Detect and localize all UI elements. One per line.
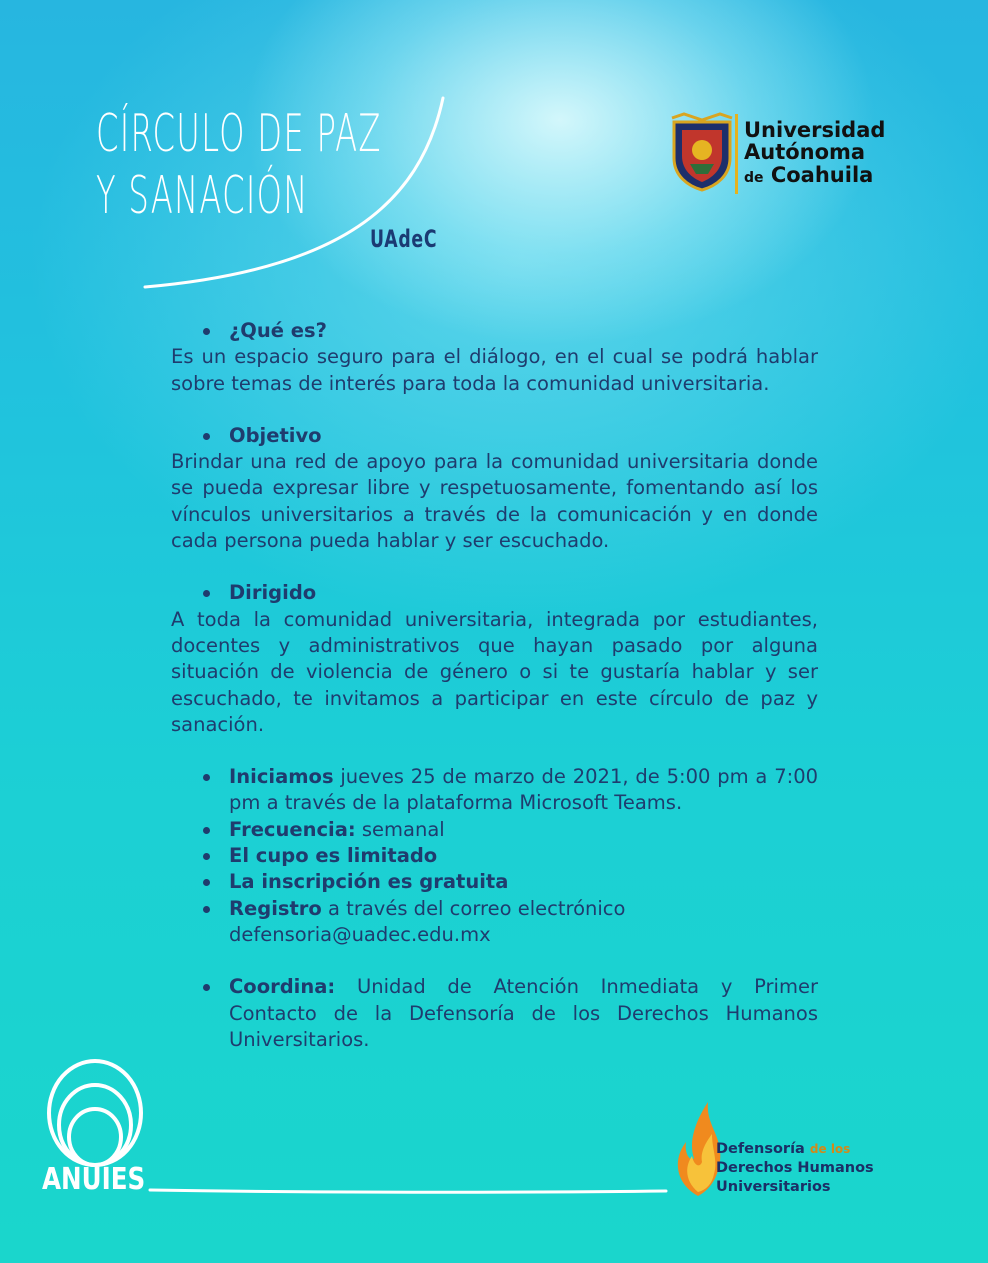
section-text: Brindar una red de apoyo para la comunidad universitaria donde se pueda expresar libre y respetuosamente, fomentando así los vínculos universitarios a través de la comunicación y en donde cada persona pueda hablar y ser escuchado.: [171, 450, 818, 553]
uadec-coahuila: Coahuila: [770, 163, 874, 187]
detail-free-text: La inscripción es gratuita: [229, 870, 509, 894]
uadec-name-line2: Autónoma: [744, 140, 866, 164]
details-list: [171, 764, 818, 948]
section-heading: [171, 423, 818, 449]
section-text: Es un espacio seguro para el diálogo, en el cual se podrá hablar sobre temas de interés para toda la comunidad universitaria.: [171, 345, 818, 395]
heading-dirigido: Dirigido: [229, 581, 317, 605]
detail-register-label: Registro: [229, 896, 322, 920]
section-heading: [171, 318, 818, 344]
detail-register-text: a través del correo electrónico: [328, 896, 626, 920]
detail-frequency-label: Frecuencia:: [229, 817, 356, 841]
section-text: A toda la comunidad universitaria, integrada por estudiantes, docentes y administrativos que hayan pasado por alguna situación de violencia de género o si te gustaría hablar y ser escuchado, te invitamos a participar en este círculo de paz y sanación.: [171, 607, 818, 736]
heading-que-es: ¿Qué es?: [229, 319, 327, 342]
footer-divider-line: [148, 1180, 668, 1200]
ddhu-line-1: [716, 1142, 850, 1157]
title-arc-decoration: [140, 95, 450, 290]
title-line-2: Y SANACIÓN: [96, 166, 309, 226]
detail-start-text: jueves 25 de marzo de 2021, de 5:00 pm a 7:00 pm a través de la plataforma Microsoft Teams.: [229, 765, 819, 815]
detail-start-label: Iniciamos: [229, 765, 334, 789]
title-line-1: CÍRCULO DE PAZ: [96, 104, 382, 164]
ddhu-line-2: Derechos Humanos: [716, 1160, 874, 1176]
detail-coordinator: [171, 974, 818, 1053]
uadec-de: de: [744, 170, 764, 186]
detail-capacity: [171, 843, 818, 869]
detail-frequency: [171, 817, 818, 843]
main-content: [171, 318, 818, 1079]
detail-free: [171, 869, 818, 895]
detail-email[interactable]: defensoria@uadec.edu.mx: [229, 922, 491, 946]
section-dirigido: [171, 580, 818, 738]
detail-register: [171, 896, 818, 949]
ddhu-de-los: de los: [809, 1142, 851, 1156]
heading-objetivo: Objetivo: [229, 423, 322, 447]
ddhu-line-3: Universitarios: [716, 1179, 831, 1195]
detail-frequency-text: semanal: [361, 817, 445, 841]
section-heading: [171, 580, 818, 606]
detail-start: [171, 764, 818, 817]
ddhu-defensoria: Defensoría: [716, 1141, 805, 1157]
detail-coordinator-label: Coordina:: [229, 975, 336, 999]
coordinator-list: [171, 974, 818, 1053]
section-que-es: [171, 318, 818, 397]
uadec-name-line1: Universidad: [744, 118, 886, 142]
detail-coordinator-text: Unidad de Atención Inmediata y Primer Contacto de la Defensoría de los Derechos Humanos Universitarios.: [229, 975, 818, 1051]
uadec-separator: [735, 114, 738, 194]
uadec-name-line3: [744, 165, 873, 186]
section-objetivo: [171, 423, 818, 554]
anuies-label: ANUIES: [42, 1162, 146, 1197]
title-uadec: UAdeC: [370, 225, 438, 253]
detail-capacity-text: El cupo es limitado: [229, 844, 438, 868]
